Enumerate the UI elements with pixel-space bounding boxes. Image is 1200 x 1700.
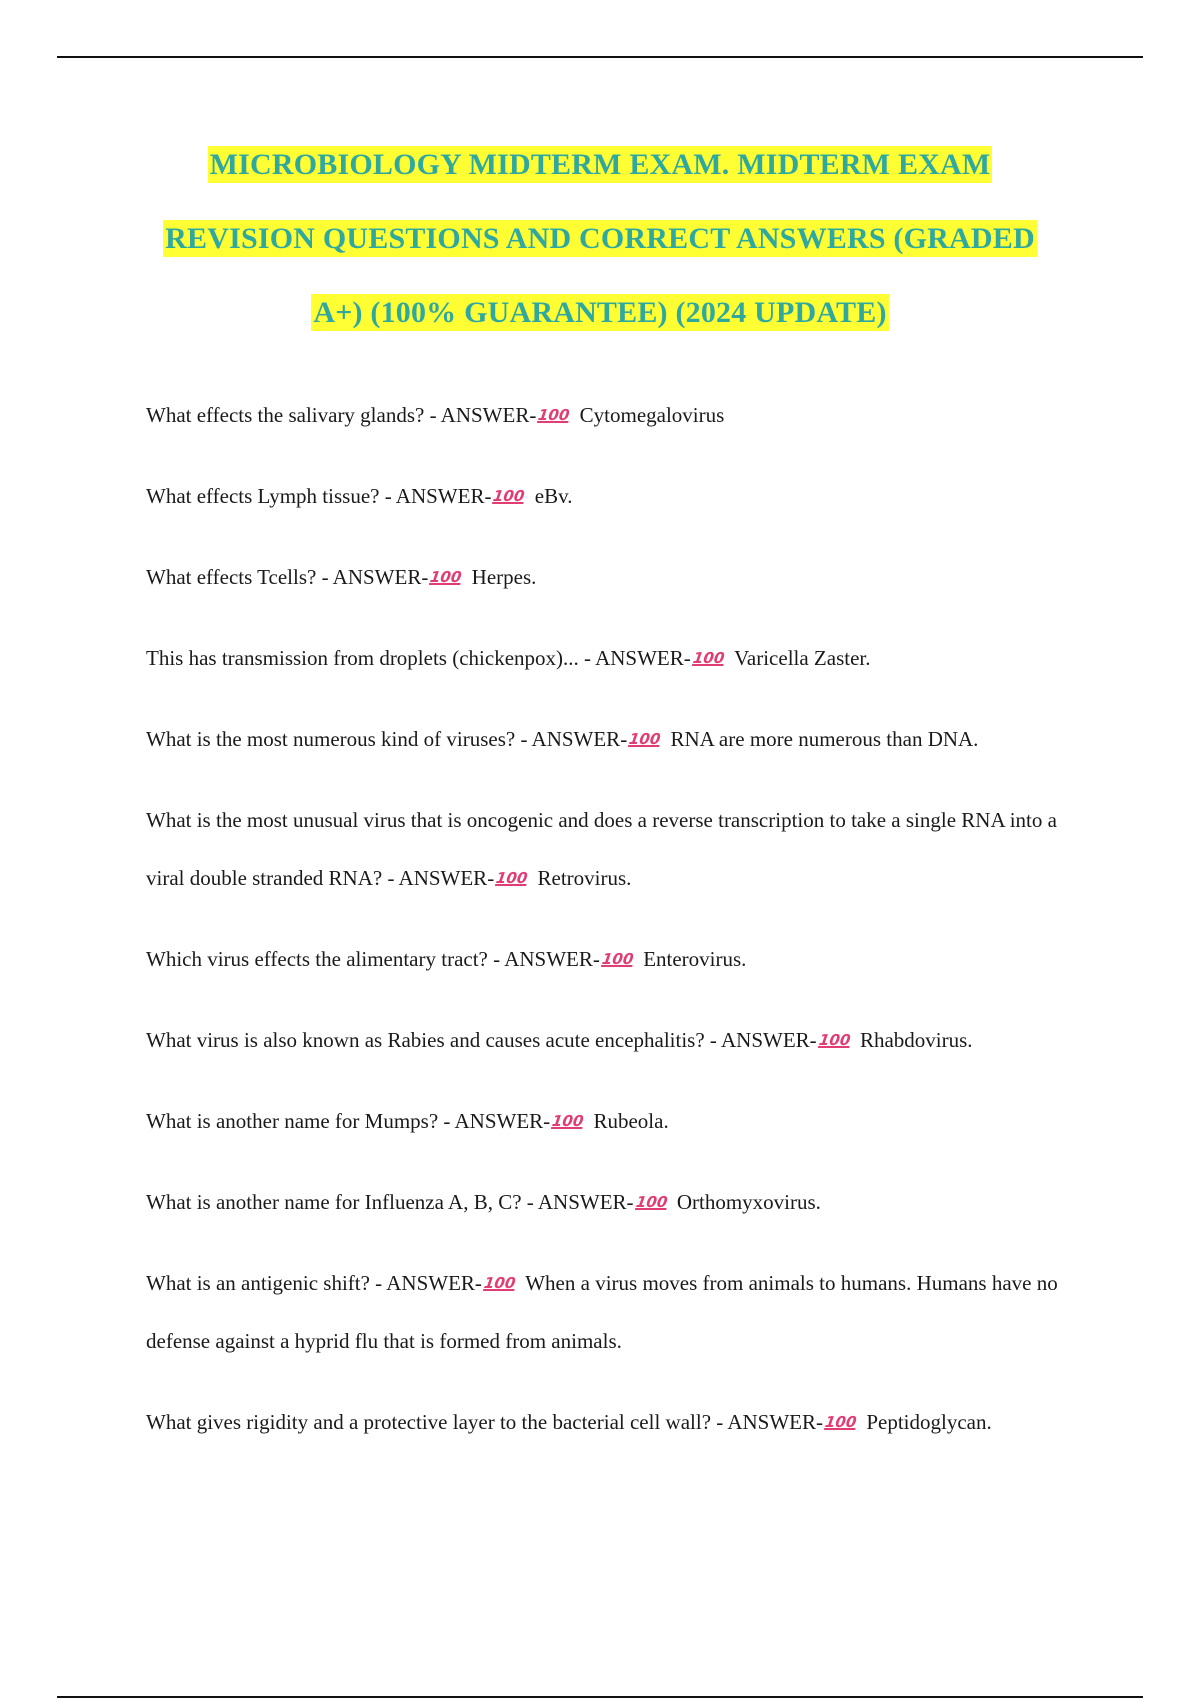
answer-text: Varicella Zaster. <box>734 646 871 670</box>
question-text: What is an antigenic shift? - ANSWER- <box>146 1271 482 1295</box>
answer-text: Rubeola. <box>593 1109 669 1133</box>
answer-text: Peptidoglycan. <box>866 1410 992 1434</box>
answer-text: Enterovirus. <box>643 947 747 971</box>
hundred-points-icon: 100 <box>691 649 726 667</box>
question-text: What is another name for Influenza A, B, C? - ANSWER- <box>146 1190 634 1214</box>
bottom-rule <box>57 1696 1143 1698</box>
qa-item <box>146 791 1096 907</box>
hundred-points-icon: 100 <box>823 1413 858 1431</box>
answer-text: Herpes. <box>471 565 537 589</box>
answer-text: Retrovirus. <box>537 866 632 890</box>
qa-item <box>146 629 1096 687</box>
hundred-points-icon: 100 <box>482 1274 517 1292</box>
answer-text: RNA are more numerous than DNA. <box>670 727 979 751</box>
answer-text: When a virus moves from animals to humans. Humans have no defense against a hyprid flu that is formed from animals. <box>146 1271 1058 1353</box>
hundred-points-icon: 100 <box>627 730 662 748</box>
question-text: What effects the salivary glands? - ANSWER- <box>146 403 537 427</box>
hundred-points-icon: 100 <box>494 869 529 887</box>
answer-text: Orthomyxovirus. <box>676 1190 821 1214</box>
question-text: Which virus effects the alimentary tract? - ANSWER- <box>146 947 600 971</box>
title-line-text: A+) (100% GUARANTEE) (2024 UPDATE) <box>313 296 887 329</box>
title-line-text: MICROBIOLOGY MIDTERM EXAM. MIDTERM EXAM <box>209 148 991 181</box>
hundred-points-icon: 100 <box>817 1031 852 1049</box>
hundred-points-icon: 100 <box>429 568 463 586</box>
question-text: What effects Tcells? - ANSWER- <box>146 565 429 589</box>
answer-text: eBv. <box>534 484 573 508</box>
question-text: What gives rigidity and a protective layer to the bacterial cell wall? - ANSWER- <box>146 1410 824 1434</box>
question-text: What is the most unusual virus that is oncogenic and does a reverse transcription to take a single RNA into a viral double stranded RNA? - ANSWER- <box>146 808 1057 890</box>
answer-text: Cytomegalovirus <box>579 403 725 427</box>
qa-item <box>146 386 1096 444</box>
qa-item <box>146 1092 1096 1150</box>
question-text: What is another name for Mumps? - ANSWER- <box>146 1109 551 1133</box>
hundred-points-icon: 100 <box>550 1112 585 1130</box>
question-text: What virus is also known as Rabies and causes acute encephalitis? - ANSWER- <box>146 1028 817 1052</box>
title-line <box>80 214 1120 288</box>
question-text: What is the most numerous kind of viruses? - ANSWER- <box>146 727 628 751</box>
qa-item <box>146 548 1096 606</box>
answer-text: Rhabdovirus. <box>859 1028 973 1052</box>
title-line <box>80 288 1120 362</box>
qa-item <box>146 930 1096 988</box>
question-text: This has transmission from droplets (chickenpox)... - ANSWER- <box>146 646 691 670</box>
top-rule <box>57 56 1143 58</box>
question-text: What effects Lymph tissue? - ANSWER- <box>146 484 492 508</box>
qa-list <box>146 386 1096 1474</box>
hundred-points-icon: 100 <box>492 487 527 505</box>
hundred-points-icon: 100 <box>634 1193 669 1211</box>
document-title <box>80 140 1120 362</box>
qa-item <box>146 467 1096 525</box>
qa-item <box>146 1393 1096 1451</box>
hundred-points-icon: 100 <box>600 950 635 968</box>
qa-item <box>146 710 1096 768</box>
title-line-text: REVISION QUESTIONS AND CORRECT ANSWERS (GRADED <box>165 222 1035 255</box>
hundred-points-icon: 100 <box>537 406 571 424</box>
qa-item <box>146 1011 1096 1069</box>
qa-item <box>146 1254 1096 1370</box>
title-line <box>80 140 1120 214</box>
qa-item <box>146 1173 1096 1231</box>
